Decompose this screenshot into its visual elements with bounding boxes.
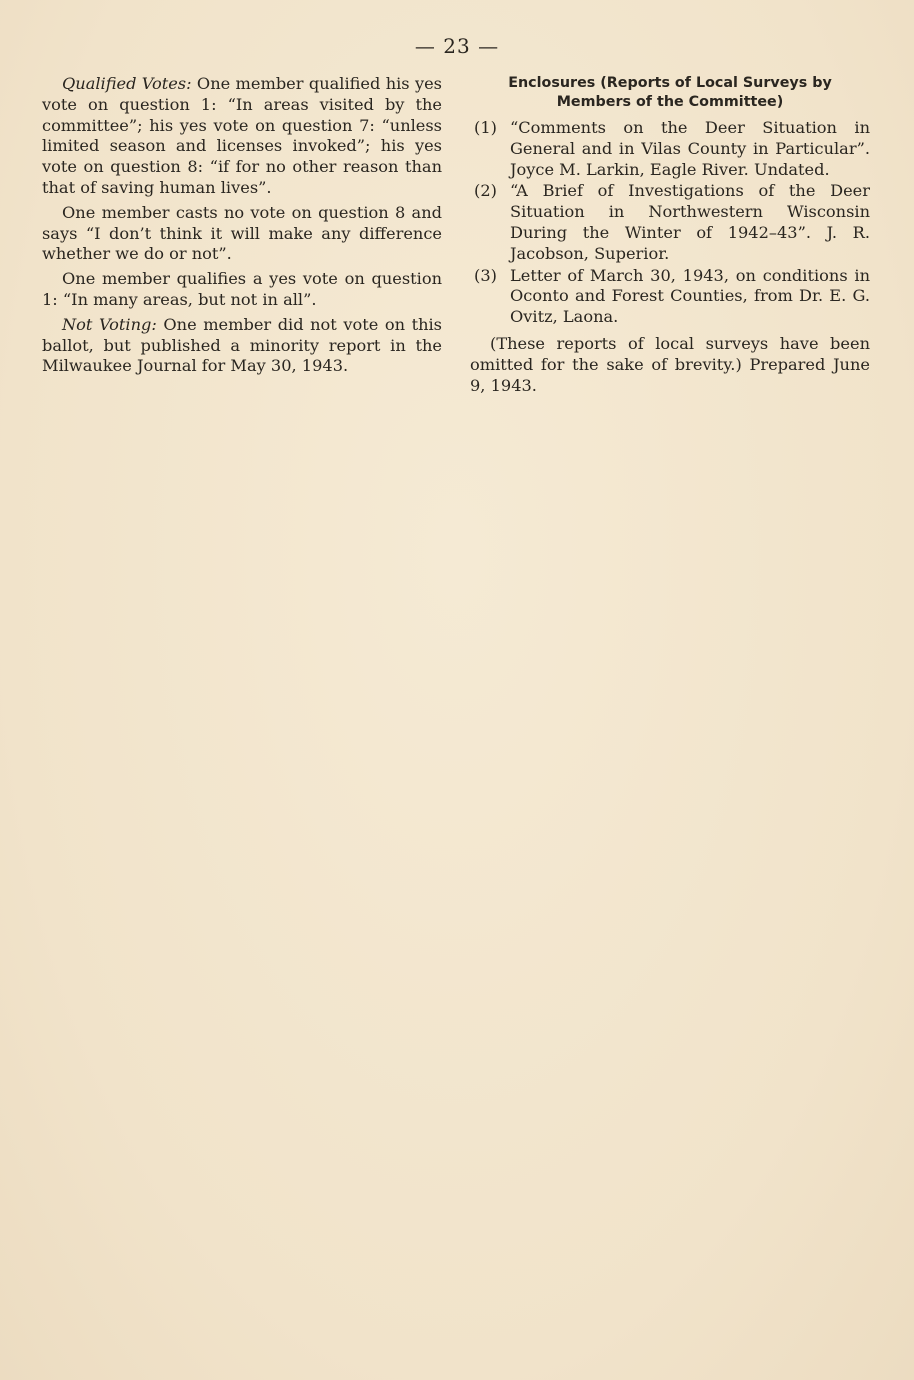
not-voting-lead: Not Voting:	[62, 314, 157, 334]
qualified-votes-lead: Qualified Votes:	[62, 74, 192, 93]
enclosure-text: “A Brief of Investigations of the Deer Situation in Northwestern Wisconsin During the Winter of 1942–43”. J. R. Jacobson, Superior.	[510, 181, 870, 263]
qualified-votes-paragraph	[42, 74, 442, 199]
enclosure-item	[470, 181, 870, 264]
enclosures-heading-line2: Members of the Committee)	[556, 94, 784, 110]
qualifies-yes-paragraph: One member qualifies a yes vote on question 1: “In many areas, but not in all”.	[42, 269, 442, 309]
not-voting-text: One member did not vote on this ballot, but published a minority report in the Milwaukee Journal for May 30, 1943.	[42, 314, 442, 376]
page-number: — 23 —	[414, 34, 500, 58]
not-voting-paragraph	[42, 315, 442, 377]
enclosure-item	[470, 118, 870, 180]
enclosure-text: “Comments on the Deer Situation in General and in Vilas County in Particular”. Joyce M. Larkin, Eagle River. Undated.	[510, 118, 870, 179]
enclosures-heading-line1: Enclosures (Reports of Local Surveys by	[508, 75, 832, 91]
right-column	[470, 74, 870, 400]
enclosure-text: Letter of March 30, 1943, on conditions in Oconto and Forest Counties, from Dr. E. G. Ovitz, Laona.	[510, 265, 870, 327]
no-vote-paragraph: One member casts no vote on question 8 and says “I don’t think it will make any difference whether we do or not”.	[42, 202, 442, 264]
enclosure-number: (2)	[474, 181, 497, 201]
enclosures-list	[470, 118, 870, 328]
enclosures-heading	[470, 74, 870, 112]
enclosure-number: (3)	[474, 265, 497, 285]
qualified-votes-text: One member qualified his yes vote on question 1: “In areas visited by the committee”; his yes vote on question 7: “unless limited season and licenses invoked”; his yes vote on question 8: “if for no other reason than that of saving human lives”.	[42, 74, 442, 197]
omission-note: (These reports of local surveys have been omitted for the sake of brevity.) Prepared June 9, 1943.	[470, 333, 870, 395]
enclosure-number: (1)	[474, 118, 497, 137]
left-column	[42, 74, 442, 381]
enclosure-item	[470, 266, 870, 328]
